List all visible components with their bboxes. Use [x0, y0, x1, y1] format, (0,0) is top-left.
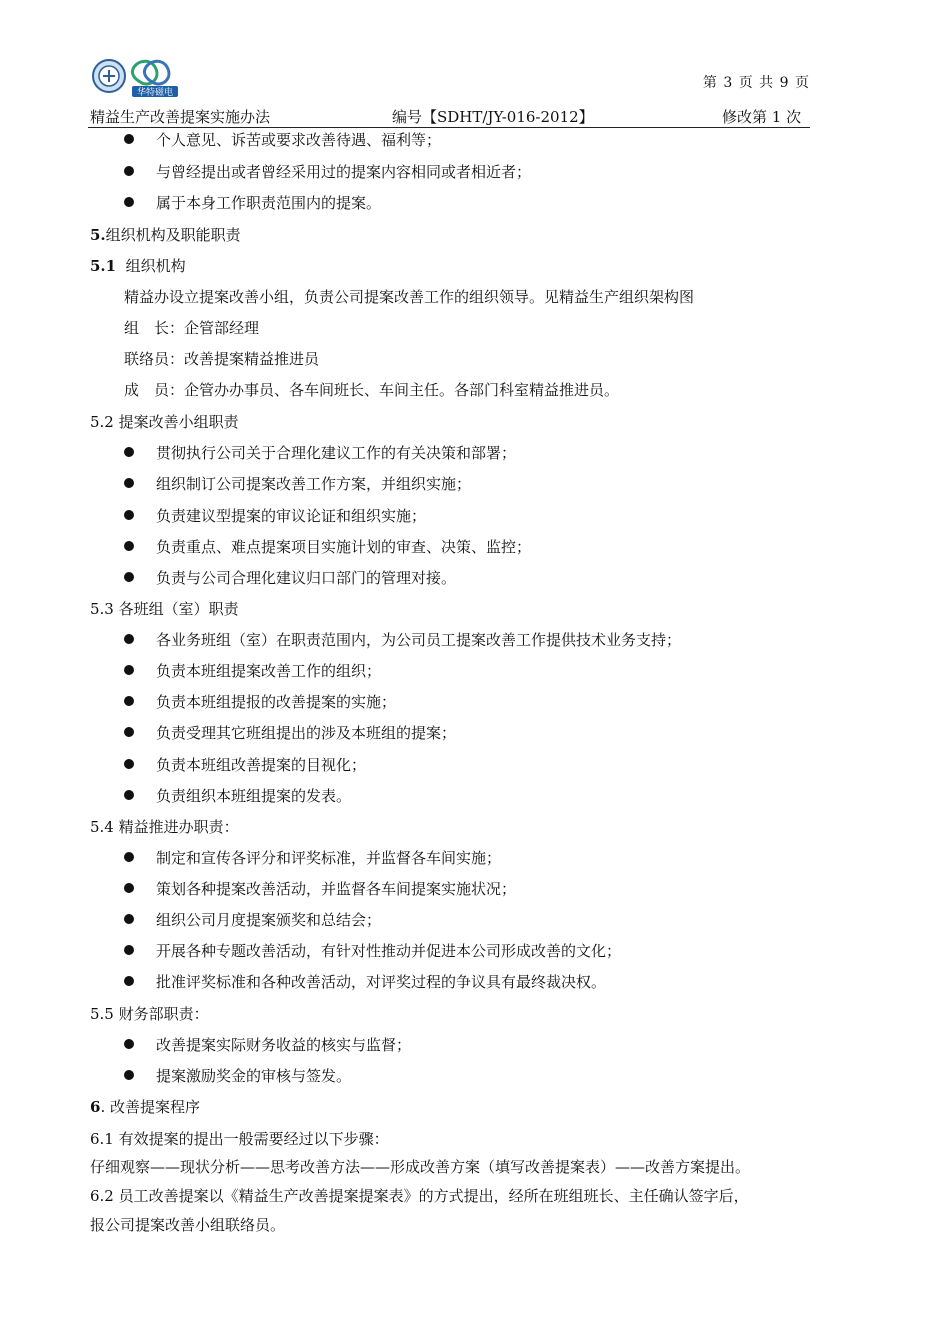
list-item: 属于本身工作职责范围内的提案。 — [124, 193, 381, 213]
bullet-icon — [124, 665, 134, 675]
list-item: 组织制订公司提案改善工作方案，并组织实施； — [124, 474, 471, 494]
bullet-icon — [124, 541, 134, 551]
list-item: 贯彻执行公司关于合理化建议工作的有关决策和部署； — [124, 443, 516, 463]
list-item: 负责本班组改善提案的目视化； — [124, 755, 366, 775]
bullet-icon — [124, 572, 134, 582]
list-item: 负责受理其它班组提出的涉及本班组的提案； — [124, 723, 456, 743]
bullet-icon — [124, 945, 134, 955]
list-item: 提案激励奖金的审核与签发。 — [124, 1066, 351, 1086]
document-title: 精益生产改善提案实施办法 — [90, 108, 271, 126]
list-item: 负责重点、难点提案项目实施计划的审查、决策、监控； — [124, 537, 531, 557]
section-heading: 5.1 组织机构 — [90, 257, 186, 275]
list-item: 制定和宣传各评分和评奖标准，并监督各车间实施； — [124, 848, 501, 868]
bullet-icon — [124, 510, 134, 520]
list-item: 策划各种提案改善活动，并监督各车间提案实施状况； — [124, 879, 516, 899]
paragraph: 6.2 员工改善提案以《精益生产改善提案提案表》的方式提出，经所在班组班长、主任确认签字后， — [90, 1187, 749, 1205]
section-heading: 5.3 各班组（室）职责 — [90, 600, 239, 618]
paragraph: 报公司提案改善小组联络员。 — [90, 1216, 286, 1234]
paragraph: 精益办设立提案改善小组，负责公司提案改善工作的组织领导。见精益生产组织架构图 — [124, 288, 695, 306]
section-heading: 6. 改善提案程序 — [90, 1098, 200, 1116]
section-heading: 5.2 提案改善小组职责 — [90, 413, 239, 431]
list-item: 组织公司月度提案颁奖和总结会； — [124, 910, 381, 930]
bullet-icon — [124, 759, 134, 769]
bullet-icon — [124, 447, 134, 457]
paragraph: 成 员：企管办办事员、各车间班长、车间主任。各部门科室精益推进员。 — [124, 381, 620, 399]
company-logo — [88, 57, 186, 101]
list-item: 负责建议型提案的审议论证和组织实施； — [124, 506, 426, 526]
bullet-icon — [124, 696, 134, 706]
bullet-icon — [124, 1039, 134, 1049]
list-item: 负责与公司合理化建议归口部门的管理对接。 — [124, 568, 456, 588]
bullet-icon — [124, 134, 134, 144]
paragraph: 仔细观察——现状分析——思考改善方法——形成改善方案（填写改善提案表）——改善方案提出。 — [90, 1158, 751, 1176]
document-code: 编号【SDHT/JY-016-2012】 — [392, 108, 594, 126]
list-item: 改善提案实际财务收益的核实与监督； — [124, 1035, 411, 1055]
paragraph: 组 长：企管部经理 — [124, 319, 260, 337]
paragraph: 联络员：改善提案精益推进员 — [124, 350, 320, 368]
list-item: 负责本班组提案改善工作的组织； — [124, 661, 381, 681]
section-heading: 5.组织机构及职能职责 — [90, 226, 241, 244]
list-item: 与曾经提出或者曾经采用过的提案内容相同或者相近者； — [124, 162, 531, 182]
list-item: 负责组织本班组提案的发表。 — [124, 786, 351, 806]
logo-text: 华特磁电 — [136, 88, 174, 98]
header-divider — [88, 127, 810, 128]
bullet-icon — [124, 1070, 134, 1080]
list-item: 各业务班组（室）在职责范围内，为公司员工提案改善工作提供技术业务支持； — [124, 630, 681, 650]
page-number: 第 3 页 共 9 页 — [702, 75, 810, 91]
list-item: 负责本班组提报的改善提案的实施； — [124, 692, 396, 712]
bullet-icon — [124, 852, 134, 862]
revision-number: 修改第 1 次 — [722, 108, 802, 126]
bullet-icon — [124, 976, 134, 986]
bullet-icon — [124, 634, 134, 644]
bullet-icon — [124, 727, 134, 737]
bullet-icon — [124, 883, 134, 893]
section-heading: 5.4 精益推进办职责： — [90, 818, 239, 836]
bullet-icon — [124, 914, 134, 924]
bullet-icon — [124, 790, 134, 800]
list-item: 批准评奖标准和各种改善活动，对评奖过程的争议具有最终裁决权。 — [124, 972, 606, 992]
bullet-icon — [124, 166, 134, 176]
section-heading: 5.5 财务部职责： — [90, 1005, 209, 1023]
list-item: 个人意见、诉苦或要求改善待遇、福利等； — [124, 130, 441, 150]
bullet-icon — [124, 197, 134, 207]
list-item: 开展各种专题改善活动，有针对性推动并促进本公司形成改善的文化； — [124, 941, 621, 961]
bullet-icon — [124, 478, 134, 488]
section-heading: 6.1 有效提案的提出一般需要经过以下步骤： — [90, 1130, 389, 1148]
